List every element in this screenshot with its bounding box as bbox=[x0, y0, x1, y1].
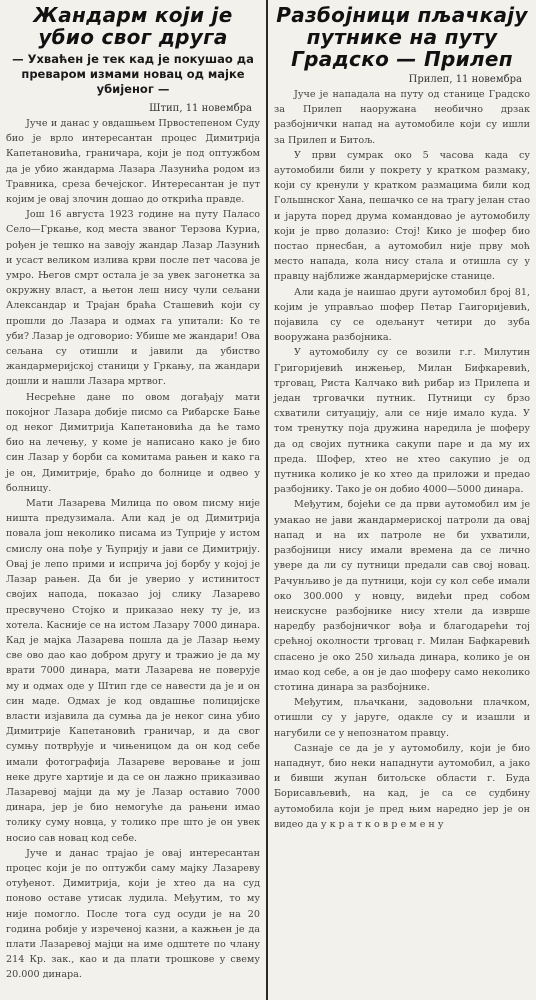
left-paragraph-2: Још 16 августа 1923 године на путу Паласо Село—Гркање, код места званог Терзова Куриа, рођен је тешко на завоју жандар Лазар Лазунић и усаст великом излива крви после пет часова је умро. Његов смрт остала је за увек загонетка за окружну власт, а њетон леш нису чули сељани Александар и Трајан браћа Сташевић који су прошли до Лазара и одмах га упитали: Ко те уби? Лазар је одговорио: Убише ме жандари! Ова сељана су отишли и јавили да убиство жандармеријској станици у Гркању, па жандари дошли и нашли Лазара мртвог. bbox=[6, 209, 260, 388]
right-dateline: Прилеп, 11 новембра bbox=[408, 74, 522, 85]
left-subhead: — Ухваћен је тек кад је покушао да преваром измами новац од мајке убијеног — bbox=[12, 52, 254, 96]
right-paragraph-5: Међутим, бојећи се да први аутомобил им је умакао не јави жандармериској патроли да овај напад и на их патроле не би ухватили, разбојници нису имали времена да се лично увере да ли су путници предали сав свој новац. Рачунљиво је да путници, који су кол себе имали око 300.000 у новцу, видећи пред собом неискусне разбојнике нису хтели да изврше наредбу разбојничког вођа и благодарећи тој срећној околности трговац г. Милан Бафкаревић спасено је око 250 хиљада динара, колико је он имао код себе, а он је дао шоферу само неколико стотина динара за разбојнике. bbox=[274, 499, 530, 693]
right-paragraph-6: Међутим, пљачкани, задовољни плачком, отишли су у јаруге, одакле су и изашли и нагубили се у непознатом правцу. bbox=[274, 697, 530, 739]
left-article bbox=[4, 0, 262, 1000]
left-headline: Жандарм који је убио свог друга bbox=[33, 3, 233, 49]
right-paragraph-4: У аутомобилу су се возили г.г. Милутин Григоријевић инжењер, Милан Бифкаревић, трговац, Риста Калчако вић рибар из Прилепа и један трговачки путник. Путници су брзо схватили ситуацију, али се није имало куда. У том тренутку поја дружина наредила је шоферу да од својих путника сакупи паре и да му их преда. Шофер, хтео не хтео сакупио је од путника колико је ко хтео да приложи и предао разбојнику. Тако је он добио 4000—5000 динара. bbox=[274, 347, 530, 496]
right-paragraph-1: Јуче је нападала на путу од станице Градско за Прилеп наоружана необично дрзак разбојнички напад на аутомобиле који су ишли за Прилеп и Битољ. bbox=[274, 89, 530, 146]
right-paragraph-3: Али када је наишао други аутомобил број 81, којим је управљао шофер Петар Гаигоријевић, појавила су се одељанут четири до зуба вооружана разбојника. bbox=[274, 286, 530, 344]
left-dateline: Штип, 11 новембра bbox=[149, 103, 252, 114]
left-paragraph-5: Јуче и данас трајао је овај интересантан процес који је по оптужби саму мајку Лазареву отуђенот. Димитрија, који је хтео да на суд поново оставе утисак лудила. Међутим, то му није помогло. После тога суд осуди је на 20 година робије у изреченој казни, а кажњен је да плати Лазаревој мајци на име одштете по члану 214 Кр. зак., као и да плати трошкове у свему 20.000 динара. bbox=[6, 847, 260, 981]
right-article bbox=[272, 0, 532, 1000]
right-paragraph-7: Сазнаје се да је у аутомобилу, који је био нападнут, био неки нападнути аутомобил, а јако и бивши жупан битољске области г. Буда Борисављевић, на кад, је са се судбину аутомобила који је пред њим наредно јер је он видео да у к р а т к о в р е м е н у bbox=[274, 742, 530, 830]
left-paragraph-3: Несрећне дане по овом догађају мати покојног Лазара добије писмо са Рибарске Бање од неког Димитрија Капетановића да ће тамо био на лечењу, у коме је написано како је био син Лазар у борби са комитама рањен и како га је он, Димитрије, браћо до болнице и одвео у болницу. bbox=[6, 391, 260, 494]
right-headline: Разбојници пљачкају путнике на путу Градско — Прилеп bbox=[276, 3, 528, 71]
column-rule bbox=[266, 0, 268, 1000]
left-paragraph-4: Мати Лазарева Милица по овом писму није ништа предузимала. Али кад је од Димитрија повала још неколико писама из Туприје у истом смислу она пође у Ћуприју и јави се Димитрију. Овај је лепо прими и исприча јој борбу у којој је Лазар рањен. Да би је уверио у истинитост својих напода, показао јој слику Лазарево пресвучено Стојко и приказао неку ту је, из хотела. Касније се на истом Лазару 7000 динара. Кад је мајка Лазарева пошла да је Лазар њему све ово дао као добром другу и тражио је да му врати 7000 динара, мати Лазарева не поверује му и одмах оде у Штип где се навести да је и он син маде. Одмах је код овдашње полицијске власти изјавила да сумња да је неког сина убио Димитрије Капетановић граничар, и да свог сумњу потврђује и чињеницом да он код себе имали фотографија Лазареве веровање и још неке друге хартије и да се он лажно приказивао Лазаревој мајци да му је Лазар оставио 7000 динара, јер је био немогуће да рањени имао толику суму новца, у толико пре што је он увек носио сав новац код себе. bbox=[6, 498, 260, 844]
right-paragraph-2: У први сумрак око 5 часова када су аутомобили били у покрету у кратком размаку, који су кренули у кратком размацима били код Гольшнског Хана, пешачко се на трагу јелан стао и јарута поред друма командовао је аутомобилу који је прво долазио: Стој! Кико је шофер био постао прнесбан, а аутомобил није прву моћ место напада, кола нису стала и отишла су у правцу најближе жандармеријске станице. bbox=[274, 149, 530, 283]
left-paragraph-1: Јуче и данас у овдашњем Првостепеном Суду био је врло интересантан процес Димитрија Капетановића, граничара, који је под оптужбом да је убио жандарма Лазара Лазунића родом из Травника, среза бечејског. Интересантан је пут којим је овај злочин дошао до открића правде. bbox=[6, 118, 260, 206]
